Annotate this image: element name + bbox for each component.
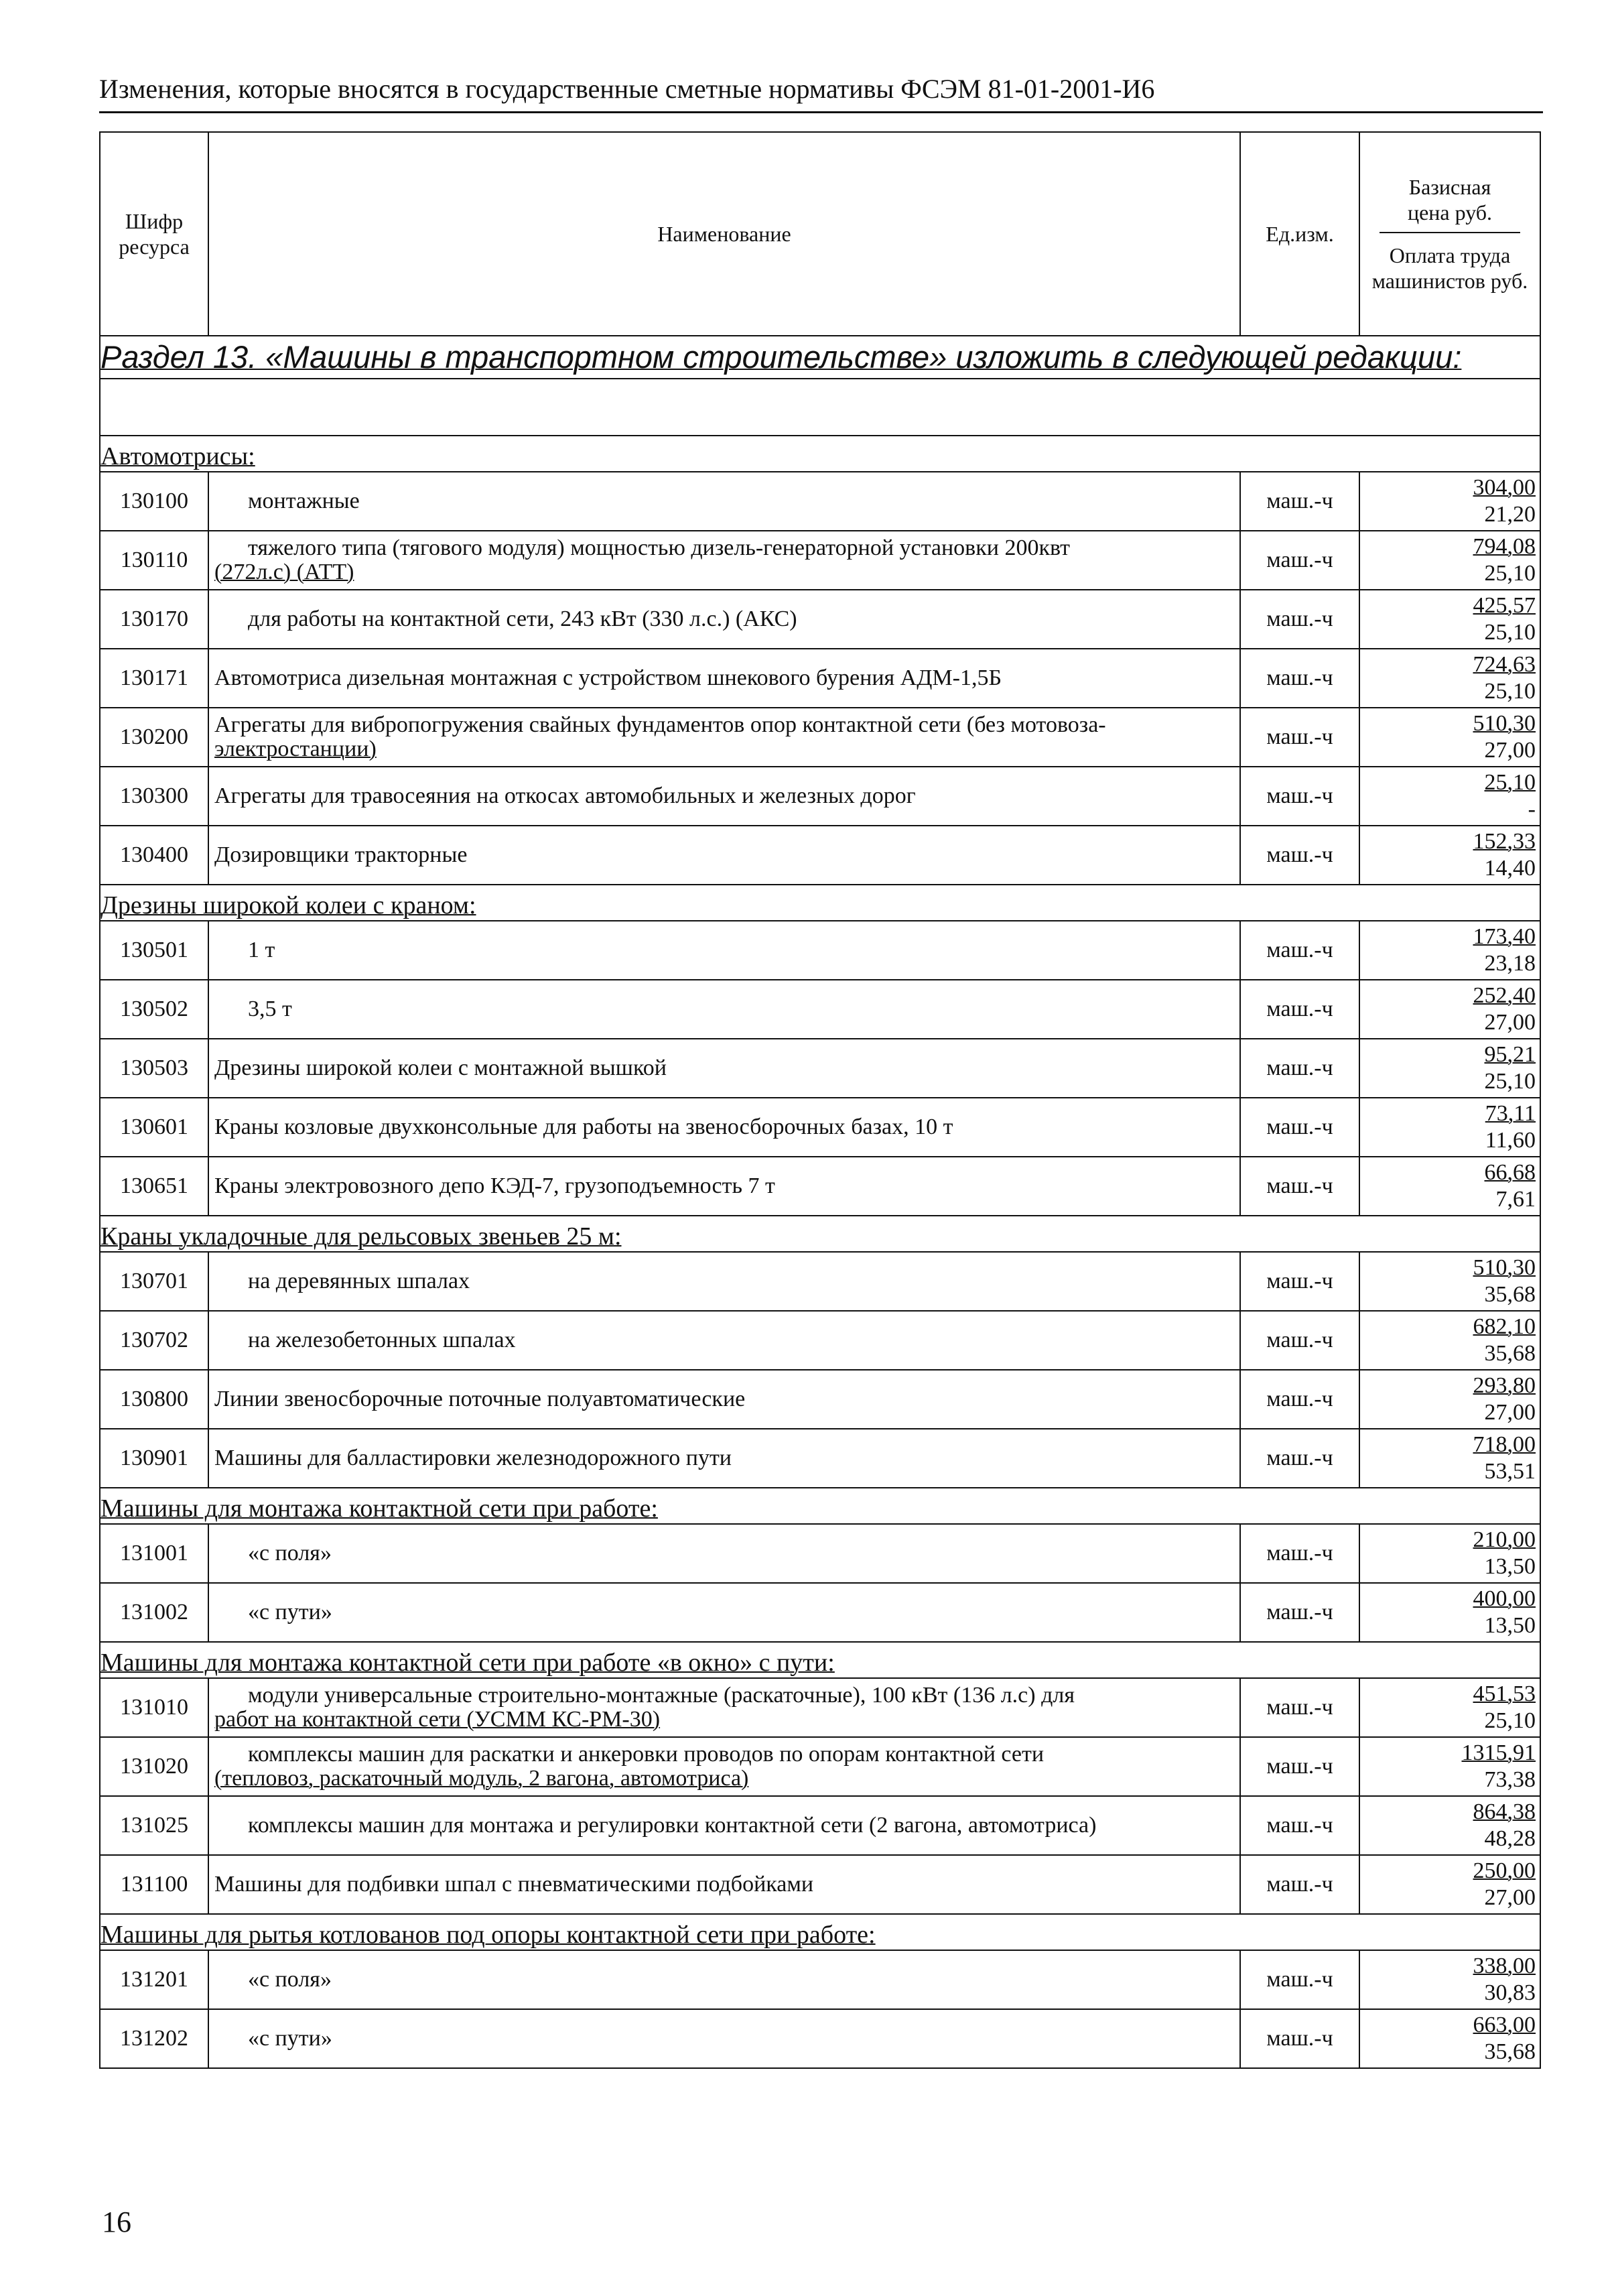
resource-name <box>208 531 1240 590</box>
resource-code: 130300 <box>100 767 208 826</box>
labor-price: 35,68 <box>1484 1341 1536 1366</box>
price-cell <box>1359 1678 1540 1737</box>
price-cell <box>1359 1524 1540 1583</box>
price-cell <box>1359 531 1540 590</box>
unit: маш.-ч <box>1240 921 1359 980</box>
table-row <box>100 1678 1540 1737</box>
price-cell <box>1359 1796 1540 1855</box>
price-cell <box>1359 1252 1540 1311</box>
resource-name: 3,5 т <box>208 980 1240 1039</box>
table-row <box>100 1583 1540 1642</box>
resource-name: Линии звеносборочные поточные полуавтоматические <box>208 1370 1240 1429</box>
price-cell <box>1359 767 1540 826</box>
resource-name: «с поля» <box>208 1524 1240 1583</box>
unit: маш.-ч <box>1240 708 1359 767</box>
price-cell <box>1359 1039 1540 1098</box>
column-header-price <box>1359 132 1540 336</box>
unit: маш.-ч <box>1240 590 1359 649</box>
resource-name-line1: комплексы машин для раскатки и анкеровки проводов по опорам контактной сети <box>248 1742 1045 1767</box>
labor-price: 27,00 <box>1484 1010 1536 1035</box>
price-cell <box>1359 649 1540 708</box>
table-row <box>100 590 1540 649</box>
resource-code: 130701 <box>100 1252 208 1311</box>
labor-price: 21,20 <box>1484 502 1536 527</box>
labor-price: 13,50 <box>1484 1613 1536 1638</box>
base-price: 152,33 <box>1473 829 1536 854</box>
resource-code: 130800 <box>100 1370 208 1429</box>
table-header-row <box>100 132 1540 336</box>
table-row <box>100 767 1540 826</box>
empty-row <box>100 379 1540 436</box>
table-row <box>100 1098 1540 1157</box>
table-row <box>100 649 1540 708</box>
resource-code: 130501 <box>100 921 208 980</box>
resource-name-line2: (272л.с) (АТТ) <box>214 560 354 584</box>
resource-name: «с пути» <box>208 1583 1240 1642</box>
column-header-unit: Ед.изм. <box>1240 132 1359 336</box>
price-cell <box>1359 826 1540 885</box>
unit: маш.-ч <box>1240 1039 1359 1098</box>
resource-name: Дрезины широкой колеи с монтажной вышкой <box>208 1039 1240 1098</box>
group-header-row <box>100 1488 1540 1524</box>
table-row <box>100 1737 1540 1796</box>
norms-table <box>99 131 1541 2069</box>
group-title: Краны укладочные для рельсовых звеньев 25 м: <box>100 1222 622 1251</box>
base-price: 173,40 <box>1473 924 1536 949</box>
labor-price: - <box>1528 797 1536 822</box>
table-row <box>100 826 1540 885</box>
table-row <box>100 1252 1540 1311</box>
labor-price: 27,00 <box>1484 738 1536 763</box>
base-price: 250,00 <box>1473 1858 1536 1883</box>
resource-name: Дозировщики тракторные <box>208 826 1240 885</box>
resource-code: 130170 <box>100 590 208 649</box>
group-title: Автомотрисы: <box>100 442 255 470</box>
resource-code: 130200 <box>100 708 208 767</box>
group-title: Машины для рытья котлованов под опоры контактной сети при работе: <box>100 1921 876 1949</box>
base-price: 794,08 <box>1473 534 1536 559</box>
labor-price: 23,18 <box>1484 951 1536 976</box>
unit: маш.-ч <box>1240 826 1359 885</box>
resource-code: 130171 <box>100 649 208 708</box>
resource-code: 131001 <box>100 1524 208 1583</box>
group-header-row <box>100 436 1540 472</box>
unit: маш.-ч <box>1240 531 1359 590</box>
labor-price: 25,10 <box>1484 1069 1536 1094</box>
resource-name: комплексы машин для монтажа и регулировки контактной сети (2 вагона, автомотриса) <box>208 1796 1240 1855</box>
labor-price: 13,50 <box>1484 1554 1536 1579</box>
resource-name-line2: (тепловоз, раскаточный модуль, 2 вагона, автомотриса) <box>214 1766 749 1791</box>
unit: маш.-ч <box>1240 1583 1359 1642</box>
labor-price: 11,60 <box>1485 1128 1536 1153</box>
unit: маш.-ч <box>1240 1950 1359 2009</box>
price-cell <box>1359 708 1540 767</box>
unit: маш.-ч <box>1240 1855 1359 1914</box>
resource-name: монтажные <box>208 472 1240 531</box>
base-price: 663,00 <box>1473 2013 1536 2037</box>
price-cell <box>1359 1583 1540 1642</box>
resource-name: Краны электровозного депо КЭД-7, грузоподъемность 7 т <box>208 1157 1240 1216</box>
section-title-row <box>100 336 1540 379</box>
price-cell <box>1359 1157 1540 1216</box>
group-title: Машины для монтажа контактной сети при работе «в окно» с пути: <box>100 1649 835 1677</box>
labor-price: 35,68 <box>1484 2039 1536 2064</box>
base-price: 338,00 <box>1473 1954 1536 1978</box>
base-price: 425,57 <box>1473 593 1536 618</box>
base-price: 73,11 <box>1485 1101 1536 1126</box>
unit: маш.-ч <box>1240 1098 1359 1157</box>
table-row <box>100 1370 1540 1429</box>
resource-name-line1: Агрегаты для вибропогружения свайных фундаментов опор контактной сети (без мотовоза- <box>214 712 1106 737</box>
price-cell <box>1359 1370 1540 1429</box>
unit: маш.-ч <box>1240 1429 1359 1488</box>
resource-code: 130503 <box>100 1039 208 1098</box>
resource-name: «с поля» <box>208 1950 1240 2009</box>
table-row <box>100 1855 1540 1914</box>
resource-name: на деревянных шпалах <box>208 1252 1240 1311</box>
group-title: Машины для монтажа контактной сети при работе: <box>100 1494 658 1523</box>
base-price: 724,63 <box>1473 652 1536 677</box>
table-row <box>100 531 1540 590</box>
resource-code: 131201 <box>100 1950 208 2009</box>
price-cell <box>1359 2009 1540 2068</box>
resource-code: 131025 <box>100 1796 208 1855</box>
resource-code: 130502 <box>100 980 208 1039</box>
resource-name: Машины для балластировки железнодорожного пути <box>208 1429 1240 1488</box>
group-header-row <box>100 1642 1540 1678</box>
base-price: 718,00 <box>1473 1432 1536 1457</box>
labor-price: 73,38 <box>1484 1767 1536 1792</box>
resource-name-line1: модули универсальные строительно-монтажные (раскаточные), 100 кВт (136 л.с) для <box>248 1683 1075 1708</box>
resource-name <box>208 1678 1240 1737</box>
base-price: 304,00 <box>1473 475 1536 500</box>
section-title: Раздел 13. «Машины в транспортном строительстве» изложить в следующей редакции: <box>100 336 1540 379</box>
table-row <box>100 1157 1540 1216</box>
price-cell <box>1359 1950 1540 2009</box>
base-price: 95,21 <box>1484 1042 1536 1067</box>
base-price: 682,10 <box>1473 1314 1536 1339</box>
unit: маш.-ч <box>1240 472 1359 531</box>
document-title: Изменения, которые вносятся в государственные сметные нормативы ФСЭМ 81-01-2001-И6 <box>99 74 1155 104</box>
resource-code: 131100 <box>100 1855 208 1914</box>
resource-code: 130901 <box>100 1429 208 1488</box>
base-price: 451,53 <box>1473 1681 1536 1706</box>
unit: маш.-ч <box>1240 767 1359 826</box>
resource-name-line1: тяжелого типа (тягового модуля) мощностью дизель-генераторной установки 200квт <box>248 535 1071 560</box>
resource-name <box>208 708 1240 767</box>
resource-name-line2: работ на контактной сети (УСММ КС-РМ-30) <box>214 1707 661 1732</box>
labor-price: 25,10 <box>1484 679 1536 704</box>
labor-price: 30,83 <box>1484 1980 1536 2005</box>
labor-price: 7,61 <box>1495 1187 1536 1212</box>
table-row <box>100 1524 1540 1583</box>
price-cell <box>1359 472 1540 531</box>
resource-code: 131202 <box>100 2009 208 2068</box>
resource-name: Агрегаты для травосеяния на откосах автомобильных и железных дорог <box>208 767 1240 826</box>
resource-code: 130601 <box>100 1098 208 1157</box>
resource-code: 131002 <box>100 1583 208 1642</box>
labor-price: 35,68 <box>1484 1282 1536 1307</box>
resource-code: 131020 <box>100 1737 208 1796</box>
unit: маш.-ч <box>1240 1370 1359 1429</box>
resource-name: 1 т <box>208 921 1240 980</box>
column-header-labor-price: Оплата труда машинистов руб. <box>1371 243 1528 293</box>
base-price: 293,80 <box>1473 1373 1536 1398</box>
table-row <box>100 1039 1540 1098</box>
price-cell <box>1359 1098 1540 1157</box>
price-cell <box>1359 590 1540 649</box>
table-row <box>100 980 1540 1039</box>
resource-code: 130100 <box>100 472 208 531</box>
resource-name: Автомотриса дизельная монтажная с устройством шнекового бурения АДМ-1,5Б <box>208 649 1240 708</box>
resource-name: на железобетонных шпалах <box>208 1311 1240 1370</box>
column-header-base-price: Базисная цена руб. <box>1407 175 1493 225</box>
table-row <box>100 1796 1540 1855</box>
resource-name <box>208 1737 1240 1796</box>
table-row <box>100 472 1540 531</box>
unit: маш.-ч <box>1240 980 1359 1039</box>
group-header-row <box>100 1914 1540 1950</box>
unit: маш.-ч <box>1240 1252 1359 1311</box>
price-cell <box>1359 1429 1540 1488</box>
labor-price: 53,51 <box>1484 1459 1536 1484</box>
base-price: 25,10 <box>1484 770 1536 795</box>
price-cell <box>1359 1737 1540 1796</box>
base-price: 66,68 <box>1484 1160 1536 1185</box>
base-price: 510,30 <box>1473 1255 1536 1280</box>
resource-code: 130400 <box>100 826 208 885</box>
base-price: 210,00 <box>1473 1527 1536 1552</box>
price-cell <box>1359 1855 1540 1914</box>
unit: маш.-ч <box>1240 649 1359 708</box>
labor-price: 27,00 <box>1484 1400 1536 1425</box>
table-row <box>100 1429 1540 1488</box>
base-price: 510,30 <box>1473 711 1536 736</box>
resource-name: «с пути» <box>208 2009 1240 2068</box>
price-cell <box>1359 921 1540 980</box>
group-title: Дрезины широкой колеи с краном: <box>100 891 476 919</box>
labor-price: 48,28 <box>1484 1826 1536 1851</box>
price-cell <box>1359 1311 1540 1370</box>
resource-name: Машины для подбивки шпал с пневматическими подбойками <box>208 1855 1240 1914</box>
group-header-row <box>100 885 1540 921</box>
resource-code: 130702 <box>100 1311 208 1370</box>
unit: маш.-ч <box>1240 1678 1359 1737</box>
table-row <box>100 921 1540 980</box>
labor-price: 27,00 <box>1484 1885 1536 1910</box>
resource-code: 130110 <box>100 531 208 590</box>
resource-code: 131010 <box>100 1678 208 1737</box>
base-price: 252,40 <box>1473 983 1536 1008</box>
labor-price: 25,10 <box>1484 620 1536 645</box>
labor-price: 14,40 <box>1484 856 1536 881</box>
page-number: 16 <box>102 2206 131 2238</box>
document-header <box>99 72 1543 113</box>
price-cell <box>1359 980 1540 1039</box>
unit: маш.-ч <box>1240 1737 1359 1796</box>
table-row <box>100 1311 1540 1370</box>
table-row <box>100 708 1540 767</box>
resource-code: 130651 <box>100 1157 208 1216</box>
resource-name: для работы на контактной сети, 243 кВт (330 л.с.) (АКС) <box>208 590 1240 649</box>
table-row <box>100 1950 1540 2009</box>
resource-name: Краны козловые двухконсольные для работы на звеносборочных базах, 10 т <box>208 1098 1240 1157</box>
resource-name-line2: электростанции) <box>214 737 377 761</box>
base-price: 1315,91 <box>1461 1740 1536 1765</box>
unit: маш.-ч <box>1240 1157 1359 1216</box>
base-price: 400,00 <box>1473 1586 1536 1611</box>
base-price: 864,38 <box>1473 1799 1536 1824</box>
column-header-code: Шифр ресурса <box>100 132 208 336</box>
table-row <box>100 2009 1540 2068</box>
unit: маш.-ч <box>1240 1796 1359 1855</box>
unit: маш.-ч <box>1240 1524 1359 1583</box>
labor-price: 25,10 <box>1484 561 1536 586</box>
unit: маш.-ч <box>1240 2009 1359 2068</box>
column-header-name: Наименование <box>208 132 1240 336</box>
labor-price: 25,10 <box>1484 1708 1536 1733</box>
unit: маш.-ч <box>1240 1311 1359 1370</box>
group-header-row <box>100 1216 1540 1252</box>
